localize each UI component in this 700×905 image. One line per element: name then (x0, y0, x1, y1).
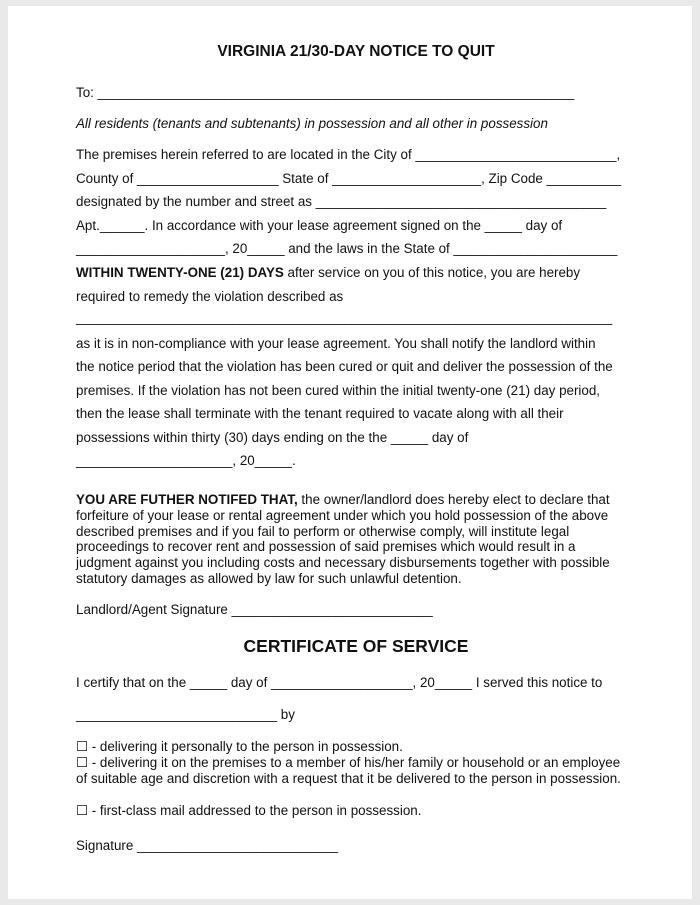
further-notice-bold: YOU ARE FUTHER NOTIFED THAT, (76, 492, 298, 507)
vacate-day-line[interactable]: possessions within thirty (30) days ending on the the _____ day of (76, 430, 469, 445)
lease-date-state-line[interactable]: ____________________, 20_____ and the laws in the State of ______________________ (76, 241, 618, 256)
within-days-line (76, 265, 580, 281)
within-days-bold: WITHIN TWENTY-ONE (21) DAYS (76, 265, 284, 280)
further-notice-text: the owner/landlord does hereby elect to declare that forfeiture of your lease or rental agreement under which you hold possession of the above described premises and if you fail to perform or otherwise comply, will institute legal proceedings to recover rent and possession of said premises which would result in a judgment against you including costs and necessary disbursements together with possible statutory damages as allowed by law for such unlawful detention. (76, 492, 610, 586)
premises-city-line[interactable]: The premises herein referred to are located in the City of ___________________________, (76, 147, 621, 162)
signature-field[interactable]: Signature ___________________________ (76, 838, 339, 853)
certify-line[interactable]: I certify that on the _____ day of ___________________, 20_____ I served this notice to (76, 675, 603, 690)
delivery-option-personal[interactable]: ☐ - delivering it personally to the person in possession. (76, 739, 403, 754)
remedy-line: required to remedy the violation described as (76, 289, 344, 304)
violation-blank-field[interactable]: ________________________________________________________________________ (76, 310, 613, 325)
page-title: VIRGINIA 21/30-DAY NOTICE TO QUIT (217, 43, 495, 60)
delivery-option-mail[interactable]: ☐ - first-class mail addressed to the person in possession. (76, 803, 422, 818)
document-page (8, 6, 692, 899)
premises-county-line[interactable]: County of ___________________ State of ____________________, Zip Code __________ (76, 171, 622, 186)
delivery-option-premises[interactable]: ☐ - delivering it on the premises to a member of his/her family or household or an employee of suitable age and discretion with a request that it be delivered to the person in possession. (76, 755, 621, 786)
premises-street-line[interactable]: designated by the number and street as _______________________________________ (76, 194, 607, 209)
violation-text-line: then the lease shall terminate with the tenant required to vacate along with all their (76, 406, 564, 421)
violation-text-line: the notice period that the violation has been cured or quit and deliver the possession of the (76, 359, 613, 374)
vacate-date-line[interactable]: _____________________, 20_____. (76, 453, 296, 468)
landlord-signature-field[interactable]: Landlord/Agent Signature ___________________________ (76, 602, 433, 617)
residents-line: All residents (tenants and subtenants) in possession and all other in possession (76, 116, 548, 131)
within-days-text: after service on you of this notice, you are hereby (283, 265, 581, 280)
certificate-title: CERTIFICATE OF SERVICE (243, 636, 469, 656)
lease-signed-line[interactable]: Apt.______. In accordance with your lease agreement signed on the _____ day of (76, 218, 563, 233)
served-by-line[interactable]: ___________________________ by (76, 707, 295, 722)
violation-text-line: premises. If the violation has not been cured within the initial twenty-one (21) day period, (76, 383, 601, 398)
further-notice-paragraph (76, 492, 628, 587)
violation-text-line: as it is in non-compliance with your lease agreement. You shall notify the landlord within (76, 336, 596, 351)
to-field[interactable]: To: ________________________________________________________________ (76, 85, 575, 100)
